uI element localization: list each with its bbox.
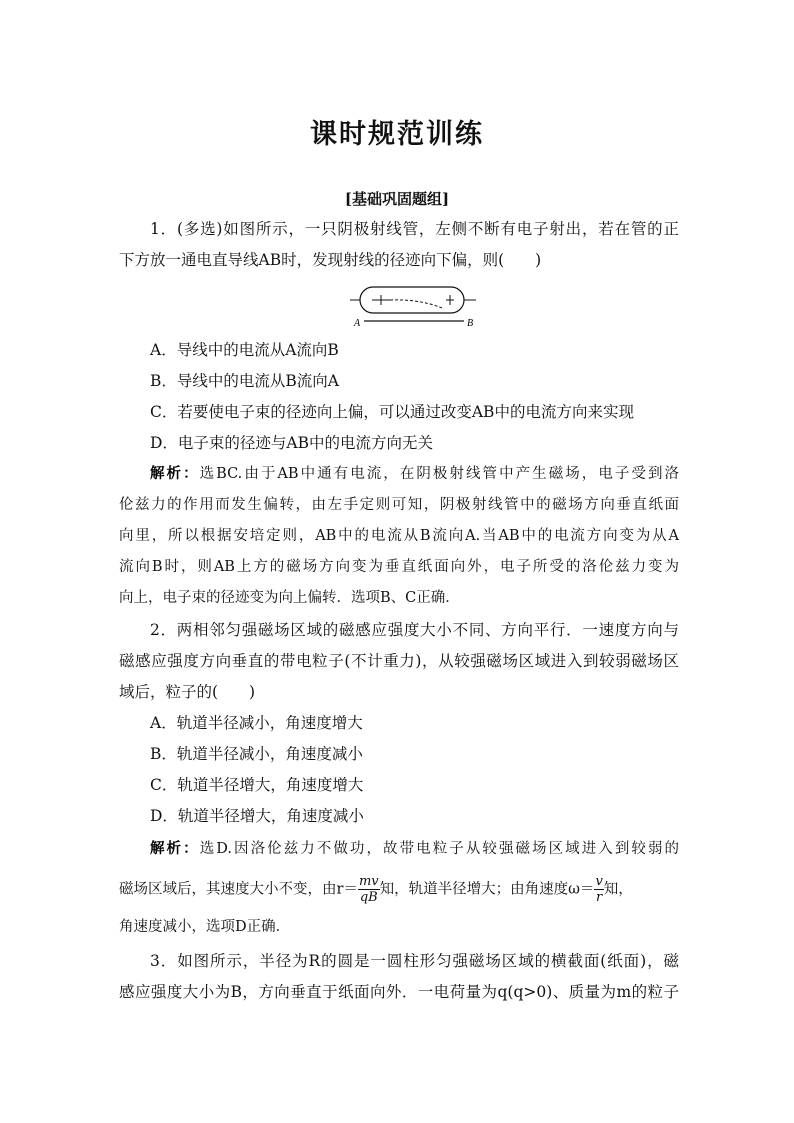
electron-beam-path: [390, 300, 442, 308]
q1-option-d: D．电子束的径迹与AB中的电流方向无关: [150, 434, 434, 452]
q1-stem-line-1: 1．(多选)如图所示，一只阴极射线管，左侧不断有电子射出，若在管的正: [150, 220, 679, 238]
q2-stem-line-1: 2．两相邻匀强磁场区域的磁感应强度大小不同、方向平行．一速度方向与: [150, 621, 679, 639]
formula-radius: $\frac{mv}{qB}$: [358, 874, 379, 905]
formula-angular-velocity: $\frac{v}{r}$: [595, 874, 603, 905]
q1-option-a: A．导线中的电流从A流向B: [150, 341, 339, 359]
q1-option-b: B．导线中的电流从B流向A: [150, 372, 339, 390]
q1-analysis-line-1: 解析：选BC.由于AB中通有电流，在阴极射线管中产生磁场，电子受到洛: [150, 465, 679, 482]
q1-analysis-line-5: 向上，电子束的径迹变为向上偏转．选项B、C正确．: [119, 590, 460, 606]
q1-analysis-line-2: 伦兹力的作用而发生偏转，由左手定则可知，阴极射线管中的磁场方向垂直纸面: [119, 497, 679, 513]
q2-analysis-line-2: 磁场区域后，其速度大小不变，由r＝ $\frac{mv}{qB}$ 知，轨道半径增大；由角速度ω＝ $\frac{v}{r}$ 知，: [119, 874, 633, 905]
q2-option-b: B．轨道半径减小，角速度减小: [150, 745, 363, 763]
q1-analysis-line-4: 流向B时，则AB上方的磁场方向变为垂直纸面向外，电子所受的洛伦兹力变为: [119, 559, 679, 575]
q3-stem-line-1: 3．如图所示，半径为R的圆是一圆柱形匀强磁场区域的横截面(纸面)，磁: [150, 952, 679, 970]
page-title: 课时规范训练: [310, 119, 484, 150]
analysis-label: 解析：: [150, 465, 200, 482]
q2-option-d: D．轨道半径增大，角速度减小: [150, 807, 364, 825]
q3-stem-line-2: 感应强度大小为B，方向垂直于纸面向外．一电荷量为q(q>0)、质量为m的粒子: [119, 983, 679, 1001]
section-heading: [基础巩固题组]: [344, 190, 450, 208]
cathode-ray-tube-figure: [350, 284, 480, 330]
analysis-label: 解析：: [150, 840, 200, 857]
q2-stem-line-2: 磁感应强度方向垂直的带电粒子(不计重力)，从较强磁场区域进入到较弱磁场区: [119, 652, 679, 670]
q2-analysis-line-3: 角速度减小，选项D正确．: [119, 919, 291, 935]
q1-option-c: C．若要使电子束的径迹向上偏，可以通过改变AB中的电流方向来实现: [150, 403, 634, 421]
q1-stem-line-2: 下方放一通电直导线AB时，发现射线的径迹向下偏，则( ): [119, 251, 542, 269]
q1-analysis-line-3: 向里，所以根据安培定则，AB中的电流从B流向A.当AB中的电流方向变为从A: [119, 528, 679, 544]
q2-analysis-line-1: 解析：选D.因洛伦兹力不做功，故带电粒子从较强磁场区域进入到较弱的: [150, 840, 680, 857]
label-b: B: [467, 318, 474, 329]
q2-option-a: A．轨道半径减小，角速度增大: [150, 714, 363, 732]
label-a: A: [354, 318, 361, 329]
q2-stem-line-3: 域后，粒子的( ): [119, 683, 256, 701]
q2-option-c: C．轨道半径增大，角速度增大: [150, 776, 364, 794]
